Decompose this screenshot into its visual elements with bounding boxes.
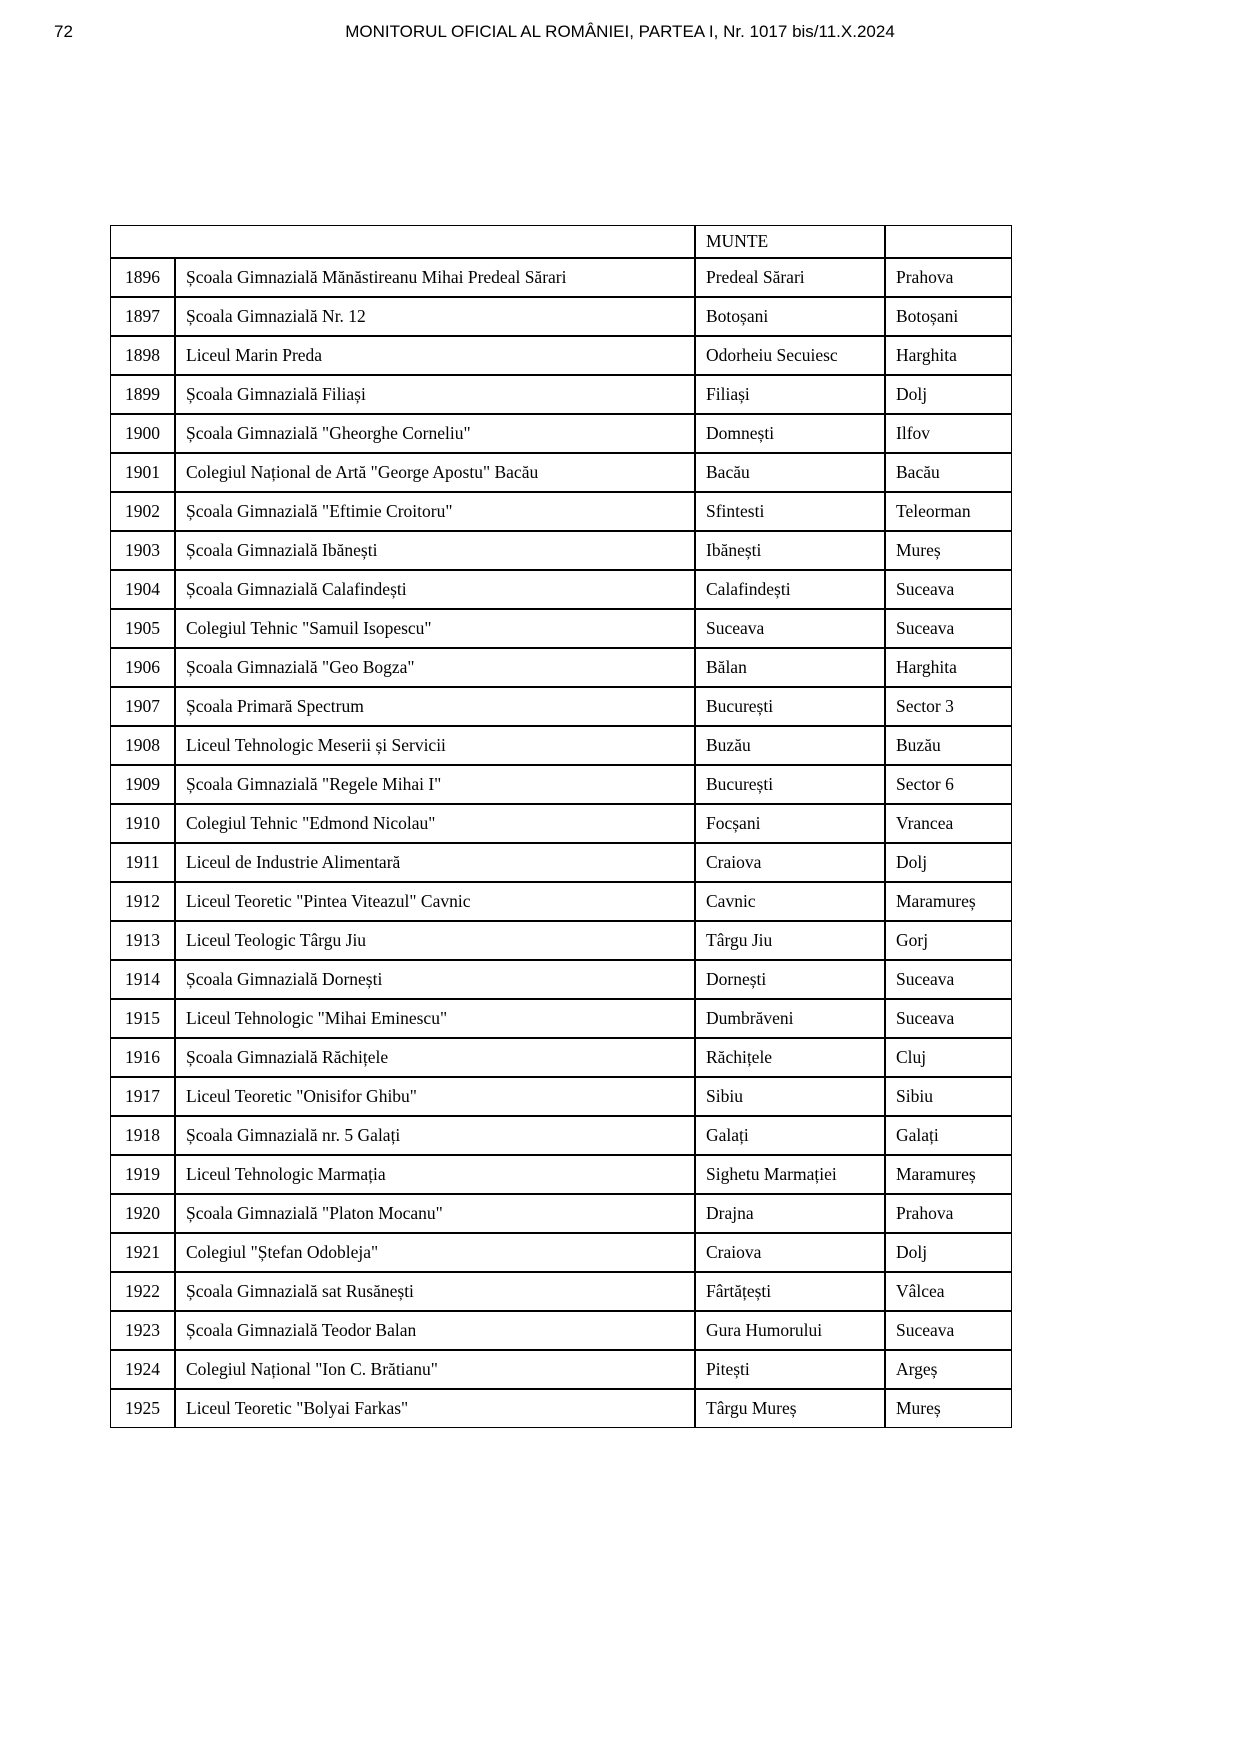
cell-county: Teleorman bbox=[885, 492, 1012, 531]
cell-school-name: Școala Gimnazială Dornești bbox=[175, 960, 695, 999]
cell-locality: Cavnic bbox=[695, 882, 885, 921]
cell-locality: Calafindești bbox=[695, 570, 885, 609]
cell-school-name: Liceul Teoretic "Onisifor Ghibu" bbox=[175, 1077, 695, 1116]
table-row bbox=[110, 1194, 1012, 1233]
cell-number: 1921 bbox=[110, 1233, 175, 1272]
page-number: 72 bbox=[54, 22, 73, 41]
cell-county: Suceava bbox=[885, 999, 1012, 1038]
cell-county: Suceava bbox=[885, 570, 1012, 609]
cell-locality: Filiași bbox=[695, 375, 885, 414]
table-row bbox=[110, 414, 1012, 453]
cell-school-name: Colegiul Tehnic "Samuil Isopescu" bbox=[175, 609, 695, 648]
cell-number: 1898 bbox=[110, 336, 175, 375]
cell-county: Dolj bbox=[885, 843, 1012, 882]
table-row bbox=[110, 726, 1012, 765]
cell-number: 1923 bbox=[110, 1311, 175, 1350]
table-continuation-row bbox=[110, 225, 1012, 258]
table-row bbox=[110, 1311, 1012, 1350]
table-row bbox=[110, 1272, 1012, 1311]
cell-county: Suceava bbox=[885, 1311, 1012, 1350]
cell-number: 1919 bbox=[110, 1155, 175, 1194]
cell-locality: Târgu Mureș bbox=[695, 1389, 885, 1428]
cell-school-name: Școala Gimnazială Calafindești bbox=[175, 570, 695, 609]
cell-school-name: Școala Gimnazială "Gheorghe Corneliu" bbox=[175, 414, 695, 453]
cell-school-name: Școala Gimnazială Filiași bbox=[175, 375, 695, 414]
cell-county: Argeș bbox=[885, 1350, 1012, 1389]
table-row bbox=[110, 570, 1012, 609]
cell-number: 1925 bbox=[110, 1389, 175, 1428]
cell-county: Suceava bbox=[885, 609, 1012, 648]
cell-locality: Răchițele bbox=[695, 1038, 885, 1077]
cell-school-name: Colegiul "Ștefan Odobleja" bbox=[175, 1233, 695, 1272]
cell-locality: Ibănești bbox=[695, 531, 885, 570]
cell-number: 1909 bbox=[110, 765, 175, 804]
cell-locality: Târgu Jiu bbox=[695, 921, 885, 960]
cell-locality: Sibiu bbox=[695, 1077, 885, 1116]
cell-school-name: Liceul Tehnologic Meserii și Servicii bbox=[175, 726, 695, 765]
cell-school-name: Școala Gimnazială Mănăstireanu Mihai Predeal Sărari bbox=[175, 258, 695, 297]
cell-county: Mureș bbox=[885, 531, 1012, 570]
cell-number: 1920 bbox=[110, 1194, 175, 1233]
cell-county: Prahova bbox=[885, 1194, 1012, 1233]
table-body bbox=[110, 225, 1012, 1428]
cell-county: Vâlcea bbox=[885, 1272, 1012, 1311]
cell-number: 1897 bbox=[110, 297, 175, 336]
cell-locality: București bbox=[695, 765, 885, 804]
cell-number: 1899 bbox=[110, 375, 175, 414]
cell-county: Mureș bbox=[885, 1389, 1012, 1428]
cell-number: 1915 bbox=[110, 999, 175, 1038]
page-header bbox=[0, 22, 1240, 46]
cell-school-name: Școala Gimnazială "Geo Bogza" bbox=[175, 648, 695, 687]
cell-school-name: Liceul Tehnologic Marmația bbox=[175, 1155, 695, 1194]
table-row bbox=[110, 375, 1012, 414]
cell-locality: Bacău bbox=[695, 453, 885, 492]
cell-county: Cluj bbox=[885, 1038, 1012, 1077]
table-row bbox=[110, 1038, 1012, 1077]
cell-locality: Buzău bbox=[695, 726, 885, 765]
cell-number: 1900 bbox=[110, 414, 175, 453]
cell-locality: Pitești bbox=[695, 1350, 885, 1389]
table-row bbox=[110, 492, 1012, 531]
cell-school-name: Liceul Teoretic "Bolyai Farkas" bbox=[175, 1389, 695, 1428]
table-row bbox=[110, 765, 1012, 804]
cell-locality: Focșani bbox=[695, 804, 885, 843]
cell-number: 1904 bbox=[110, 570, 175, 609]
cell-number: 1917 bbox=[110, 1077, 175, 1116]
cell-school-name: Liceul Teologic Târgu Jiu bbox=[175, 921, 695, 960]
table-row bbox=[110, 882, 1012, 921]
table-row bbox=[110, 960, 1012, 999]
table-row bbox=[110, 1350, 1012, 1389]
cell-school-name: Școala Gimnazială "Platon Mocanu" bbox=[175, 1194, 695, 1233]
cell-locality: Sfintesti bbox=[695, 492, 885, 531]
cell-school-name: Școala Gimnazială Nr. 12 bbox=[175, 297, 695, 336]
cell-county: Harghita bbox=[885, 648, 1012, 687]
table-row bbox=[110, 1116, 1012, 1155]
cell-number: 1912 bbox=[110, 882, 175, 921]
table-row bbox=[110, 648, 1012, 687]
cell-number: 1896 bbox=[110, 258, 175, 297]
cell-county: Bacău bbox=[885, 453, 1012, 492]
cell-county: Maramureș bbox=[885, 1155, 1012, 1194]
table-row bbox=[110, 1233, 1012, 1272]
cell-school-name: Școala Gimnazială nr. 5 Galați bbox=[175, 1116, 695, 1155]
cell-number: 1910 bbox=[110, 804, 175, 843]
cell-locality: Bălan bbox=[695, 648, 885, 687]
cell-school-name: Liceul de Industrie Alimentară bbox=[175, 843, 695, 882]
cell-number: 1902 bbox=[110, 492, 175, 531]
cell-county: Harghita bbox=[885, 336, 1012, 375]
cell-school-name: Școala Gimnazială Ibănești bbox=[175, 531, 695, 570]
cell-county: Maramureș bbox=[885, 882, 1012, 921]
cell-locality: Predeal Sărari bbox=[695, 258, 885, 297]
cell-locality: Domnești bbox=[695, 414, 885, 453]
table-row bbox=[110, 999, 1012, 1038]
cell-school-name: Liceul Marin Preda bbox=[175, 336, 695, 375]
cell-locality: MUNTE bbox=[695, 225, 885, 258]
cell-county: Prahova bbox=[885, 258, 1012, 297]
cell-locality: Odorheiu Secuiesc bbox=[695, 336, 885, 375]
journal-header-title: MONITORUL OFICIAL AL ROMÂNIEI, PARTEA I, Nr. 1017 bis/11.X.2024 bbox=[345, 22, 895, 41]
cell-school-name: Colegiul Național "Ion C. Brătianu" bbox=[175, 1350, 695, 1389]
table-row bbox=[110, 609, 1012, 648]
cell-county: Dolj bbox=[885, 375, 1012, 414]
cell-school-name: Colegiul Tehnic "Edmond Nicolau" bbox=[175, 804, 695, 843]
cell-county: Galați bbox=[885, 1116, 1012, 1155]
cell-locality: Dornești bbox=[695, 960, 885, 999]
cell-number: 1922 bbox=[110, 1272, 175, 1311]
table-row bbox=[110, 843, 1012, 882]
cell-number: 1918 bbox=[110, 1116, 175, 1155]
table-row bbox=[110, 1389, 1012, 1428]
cell-county: Ilfov bbox=[885, 414, 1012, 453]
cell-locality: Fârtățești bbox=[695, 1272, 885, 1311]
cell-locality: Craiova bbox=[695, 1233, 885, 1272]
cell-number: 1914 bbox=[110, 960, 175, 999]
cell-county: Dolj bbox=[885, 1233, 1012, 1272]
cell-school-name: Școala Gimnazială Răchițele bbox=[175, 1038, 695, 1077]
schools-table bbox=[110, 225, 1012, 1428]
cell-number: 1924 bbox=[110, 1350, 175, 1389]
table-row bbox=[110, 804, 1012, 843]
cell-number: 1903 bbox=[110, 531, 175, 570]
table-row bbox=[110, 297, 1012, 336]
cell-locality: Craiova bbox=[695, 843, 885, 882]
cell-number: 1916 bbox=[110, 1038, 175, 1077]
table-row bbox=[110, 336, 1012, 375]
cell-county: Sector 3 bbox=[885, 687, 1012, 726]
cell-number: 1908 bbox=[110, 726, 175, 765]
cell-number: 1901 bbox=[110, 453, 175, 492]
table-row bbox=[110, 687, 1012, 726]
cell-locality: Dumbrăveni bbox=[695, 999, 885, 1038]
table-row bbox=[110, 258, 1012, 297]
cell-county: Vrancea bbox=[885, 804, 1012, 843]
cell-school-name: Școala Gimnazială Teodor Balan bbox=[175, 1311, 695, 1350]
cell-locality: Drajna bbox=[695, 1194, 885, 1233]
cell-merged-empty bbox=[110, 225, 695, 258]
table-row bbox=[110, 531, 1012, 570]
cell-school-name: Școala Gimnazială sat Rusănești bbox=[175, 1272, 695, 1311]
cell-school-name: Liceul Teoretic "Pintea Viteazul" Cavnic bbox=[175, 882, 695, 921]
cell-school-name: Colegiul Național de Artă "George Apostu" Bacău bbox=[175, 453, 695, 492]
table-row bbox=[110, 1077, 1012, 1116]
table-row bbox=[110, 921, 1012, 960]
cell-number: 1906 bbox=[110, 648, 175, 687]
cell-county: Sector 6 bbox=[885, 765, 1012, 804]
cell-county: Sibiu bbox=[885, 1077, 1012, 1116]
cell-school-name: Școala Gimnazială "Regele Mihai I" bbox=[175, 765, 695, 804]
cell-county: Suceava bbox=[885, 960, 1012, 999]
cell-locality: Botoșani bbox=[695, 297, 885, 336]
cell-county: Botoșani bbox=[885, 297, 1012, 336]
cell-number: 1907 bbox=[110, 687, 175, 726]
cell-locality: Gura Humorului bbox=[695, 1311, 885, 1350]
cell-school-name: Școala Primară Spectrum bbox=[175, 687, 695, 726]
table-row bbox=[110, 1155, 1012, 1194]
cell-school-name: Liceul Tehnologic "Mihai Eminescu" bbox=[175, 999, 695, 1038]
cell-number: 1905 bbox=[110, 609, 175, 648]
cell-county: Gorj bbox=[885, 921, 1012, 960]
cell-number: 1913 bbox=[110, 921, 175, 960]
table-row bbox=[110, 453, 1012, 492]
cell-locality: Suceava bbox=[695, 609, 885, 648]
cell-locality: București bbox=[695, 687, 885, 726]
cell-locality: Sighetu Marmației bbox=[695, 1155, 885, 1194]
cell-county: Buzău bbox=[885, 726, 1012, 765]
cell-county bbox=[885, 225, 1012, 258]
cell-number: 1911 bbox=[110, 843, 175, 882]
cell-school-name: Școala Gimnazială "Eftimie Croitoru" bbox=[175, 492, 695, 531]
cell-locality: Galați bbox=[695, 1116, 885, 1155]
